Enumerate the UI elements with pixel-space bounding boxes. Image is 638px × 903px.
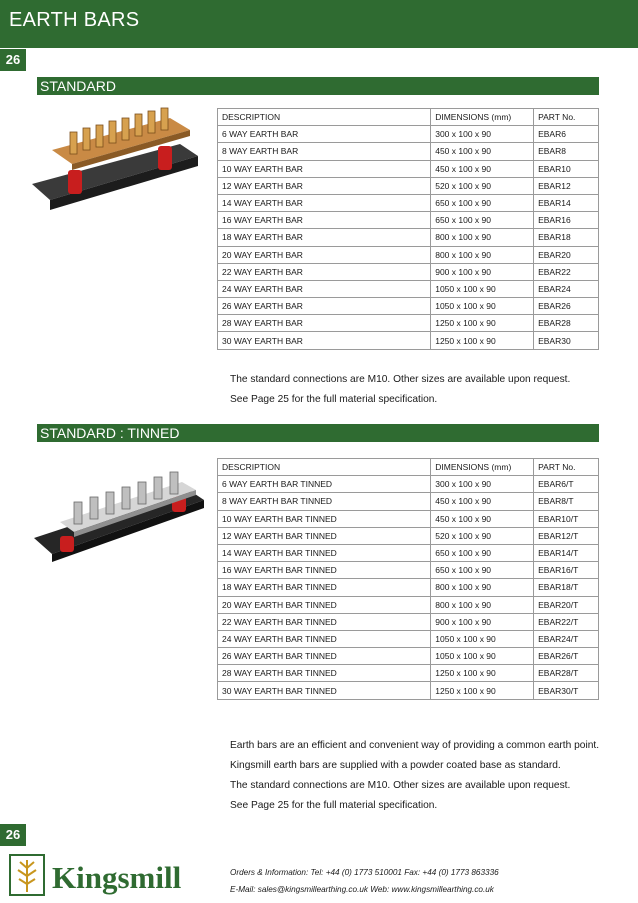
table-cell: 24 WAY EARTH BAR xyxy=(218,280,431,297)
table-cell: EBAR22 xyxy=(534,263,599,280)
table-cell: EBAR28 xyxy=(534,315,599,332)
note-text: See Page 25 for the full material specification. xyxy=(230,394,438,405)
copper-earth-bar-photo xyxy=(30,104,200,244)
table-row xyxy=(218,246,599,263)
footer-contact xyxy=(230,864,499,898)
note-text: The standard connections are M10. Other sizes are available upon request. xyxy=(230,780,571,791)
section-title-standard-tinned: STANDARD : TINNED xyxy=(37,424,599,442)
note-text: Earth bars are an efficient and convenient way of providing a common earth point. xyxy=(230,740,600,751)
table-row xyxy=(218,263,599,280)
table-cell: EBAR10 xyxy=(534,160,599,177)
table-row xyxy=(218,476,599,493)
table-cell: 800 x 100 x 90 xyxy=(431,596,534,613)
table-cell: EBAR6/T xyxy=(534,476,599,493)
table-cell: 1250 x 100 x 90 xyxy=(431,682,534,699)
table-cell: EBAR12 xyxy=(534,177,599,194)
table-cell: 28 WAY EARTH BAR xyxy=(218,315,431,332)
table-row xyxy=(218,665,599,682)
table-cell: 1050 x 100 x 90 xyxy=(431,630,534,647)
standard-notes xyxy=(230,373,600,413)
table-row xyxy=(218,527,599,544)
table-cell: 1050 x 100 x 90 xyxy=(431,280,534,297)
table-cell: EBAR26/T xyxy=(534,648,599,665)
table-row xyxy=(218,493,599,510)
table-cell: 1050 x 100 x 90 xyxy=(431,648,534,665)
table-cell: 1250 x 100 x 90 xyxy=(431,315,534,332)
table-cell: 8 WAY EARTH BAR xyxy=(218,143,431,160)
kingsmill-logo xyxy=(8,852,213,898)
table-cell: 520 x 100 x 90 xyxy=(431,177,534,194)
table-cell: 18 WAY EARTH BAR TINNED xyxy=(218,579,431,596)
note-text: The standard connections are M10. Other sizes are available upon request. xyxy=(230,374,571,385)
table-header-cell: PART No. xyxy=(534,109,599,126)
table-row xyxy=(218,160,599,177)
table-row xyxy=(218,332,599,349)
table-header-row xyxy=(218,109,599,126)
table-header-cell: PART No. xyxy=(534,459,599,476)
table-header-cell: DIMENSIONS (mm) xyxy=(431,459,534,476)
page-number-bottom: 26 xyxy=(0,824,26,846)
table-row xyxy=(218,510,599,527)
table-cell: 18 WAY EARTH BAR xyxy=(218,229,431,246)
table-cell: EBAR8 xyxy=(534,143,599,160)
table-cell: 800 x 100 x 90 xyxy=(431,579,534,596)
page-header-bar xyxy=(0,0,638,48)
page-title: EARTH BARS xyxy=(9,9,140,31)
table-cell: 10 WAY EARTH BAR xyxy=(218,160,431,177)
table-header-cell: DIMENSIONS (mm) xyxy=(431,109,534,126)
table-cell: 300 x 100 x 90 xyxy=(431,126,534,143)
table-cell: 800 x 100 x 90 xyxy=(431,246,534,263)
table-cell: EBAR18 xyxy=(534,229,599,246)
table-cell: EBAR30 xyxy=(534,332,599,349)
table-cell: 28 WAY EARTH BAR TINNED xyxy=(218,665,431,682)
table-cell: 1250 x 100 x 90 xyxy=(431,332,534,349)
table-cell: 26 WAY EARTH BAR xyxy=(218,298,431,315)
tinned-spec-table xyxy=(217,458,599,700)
table-cell: 450 x 100 x 90 xyxy=(431,160,534,177)
table-cell: 16 WAY EARTH BAR TINNED xyxy=(218,562,431,579)
table-cell: 1250 x 100 x 90 xyxy=(431,665,534,682)
table-cell: 300 x 100 x 90 xyxy=(431,476,534,493)
table-cell: 450 x 100 x 90 xyxy=(431,510,534,527)
table-cell: 20 WAY EARTH BAR xyxy=(218,246,431,263)
table-cell: 10 WAY EARTH BAR TINNED xyxy=(218,510,431,527)
table-header-cell: DESCRIPTION xyxy=(218,109,431,126)
table-row xyxy=(218,280,599,297)
footer-phone-line: Orders & Information: Tel: +44 (0) 1773 510001 Fax: +44 (0) 1773 863336 xyxy=(230,868,499,877)
table-row xyxy=(218,194,599,211)
table-row xyxy=(218,562,599,579)
table-row xyxy=(218,579,599,596)
standard-spec-table xyxy=(217,108,599,350)
table-cell: 650 x 100 x 90 xyxy=(431,212,534,229)
table-row xyxy=(218,596,599,613)
tinned-earth-bar-photo xyxy=(30,458,208,578)
table-cell: 800 x 100 x 90 xyxy=(431,229,534,246)
footer-web-line: E-Mail: sales@kingsmillearthing.co.uk Web: www.kingsmillearthing.co.uk xyxy=(230,885,494,894)
table-row xyxy=(218,143,599,160)
table-cell: EBAR28/T xyxy=(534,665,599,682)
table-row xyxy=(218,544,599,561)
table-cell: EBAR20/T xyxy=(534,596,599,613)
table-cell: EBAR16 xyxy=(534,212,599,229)
table-cell: EBAR6 xyxy=(534,126,599,143)
table-cell: 650 x 100 x 90 xyxy=(431,194,534,211)
table-cell: 12 WAY EARTH BAR xyxy=(218,177,431,194)
table-row xyxy=(218,613,599,630)
svg-text:Kingsmill: Kingsmill xyxy=(52,860,182,895)
table-cell: 14 WAY EARTH BAR TINNED xyxy=(218,544,431,561)
table-cell: 14 WAY EARTH BAR xyxy=(218,194,431,211)
tinned-notes xyxy=(230,739,600,819)
table-cell: 22 WAY EARTH BAR xyxy=(218,263,431,280)
table-cell: EBAR14/T xyxy=(534,544,599,561)
table-cell: 6 WAY EARTH BAR xyxy=(218,126,431,143)
table-row xyxy=(218,126,599,143)
table-cell: 450 x 100 x 90 xyxy=(431,493,534,510)
table-cell: EBAR20 xyxy=(534,246,599,263)
table-cell: EBAR30/T xyxy=(534,682,599,699)
table-cell: EBAR24/T xyxy=(534,630,599,647)
table-cell: EBAR14 xyxy=(534,194,599,211)
table-cell: 1050 x 100 x 90 xyxy=(431,298,534,315)
table-cell: 450 x 100 x 90 xyxy=(431,143,534,160)
table-row xyxy=(218,648,599,665)
table-row xyxy=(218,315,599,332)
table-row xyxy=(218,298,599,315)
table-header-cell: DESCRIPTION xyxy=(218,459,431,476)
table-cell: EBAR10/T xyxy=(534,510,599,527)
table-cell: 520 x 100 x 90 xyxy=(431,527,534,544)
table-row xyxy=(218,682,599,699)
table-header-row xyxy=(218,459,599,476)
table-cell: EBAR24 xyxy=(534,280,599,297)
table-row xyxy=(218,229,599,246)
table-cell: 16 WAY EARTH BAR xyxy=(218,212,431,229)
table-cell: 12 WAY EARTH BAR TINNED xyxy=(218,527,431,544)
table-row xyxy=(218,212,599,229)
table-cell: 900 x 100 x 90 xyxy=(431,263,534,280)
table-cell: EBAR26 xyxy=(534,298,599,315)
table-cell: 22 WAY EARTH BAR TINNED xyxy=(218,613,431,630)
table-cell: EBAR12/T xyxy=(534,527,599,544)
table-cell: 8 WAY EARTH BAR TINNED xyxy=(218,493,431,510)
table-row xyxy=(218,177,599,194)
note-text: See Page 25 for the full material specification. xyxy=(230,800,438,811)
table-cell: 650 x 100 x 90 xyxy=(431,562,534,579)
table-cell: 900 x 100 x 90 xyxy=(431,613,534,630)
table-cell: 6 WAY EARTH BAR TINNED xyxy=(218,476,431,493)
table-cell: 30 WAY EARTH BAR TINNED xyxy=(218,682,431,699)
table-cell: EBAR8/T xyxy=(534,493,599,510)
table-cell: 26 WAY EARTH BAR TINNED xyxy=(218,648,431,665)
table-cell: EBAR22/T xyxy=(534,613,599,630)
table-row xyxy=(218,630,599,647)
section-title-standard: STANDARD xyxy=(37,77,599,95)
table-cell: 20 WAY EARTH BAR TINNED xyxy=(218,596,431,613)
table-cell: EBAR18/T xyxy=(534,579,599,596)
page-number-top: 26 xyxy=(0,49,26,71)
table-cell: EBAR16/T xyxy=(534,562,599,579)
note-text: Kingsmill earth bars are supplied with a powder coated base as standard. xyxy=(230,760,561,771)
table-cell: 650 x 100 x 90 xyxy=(431,544,534,561)
table-cell: 30 WAY EARTH BAR xyxy=(218,332,431,349)
table-cell: 24 WAY EARTH BAR TINNED xyxy=(218,630,431,647)
